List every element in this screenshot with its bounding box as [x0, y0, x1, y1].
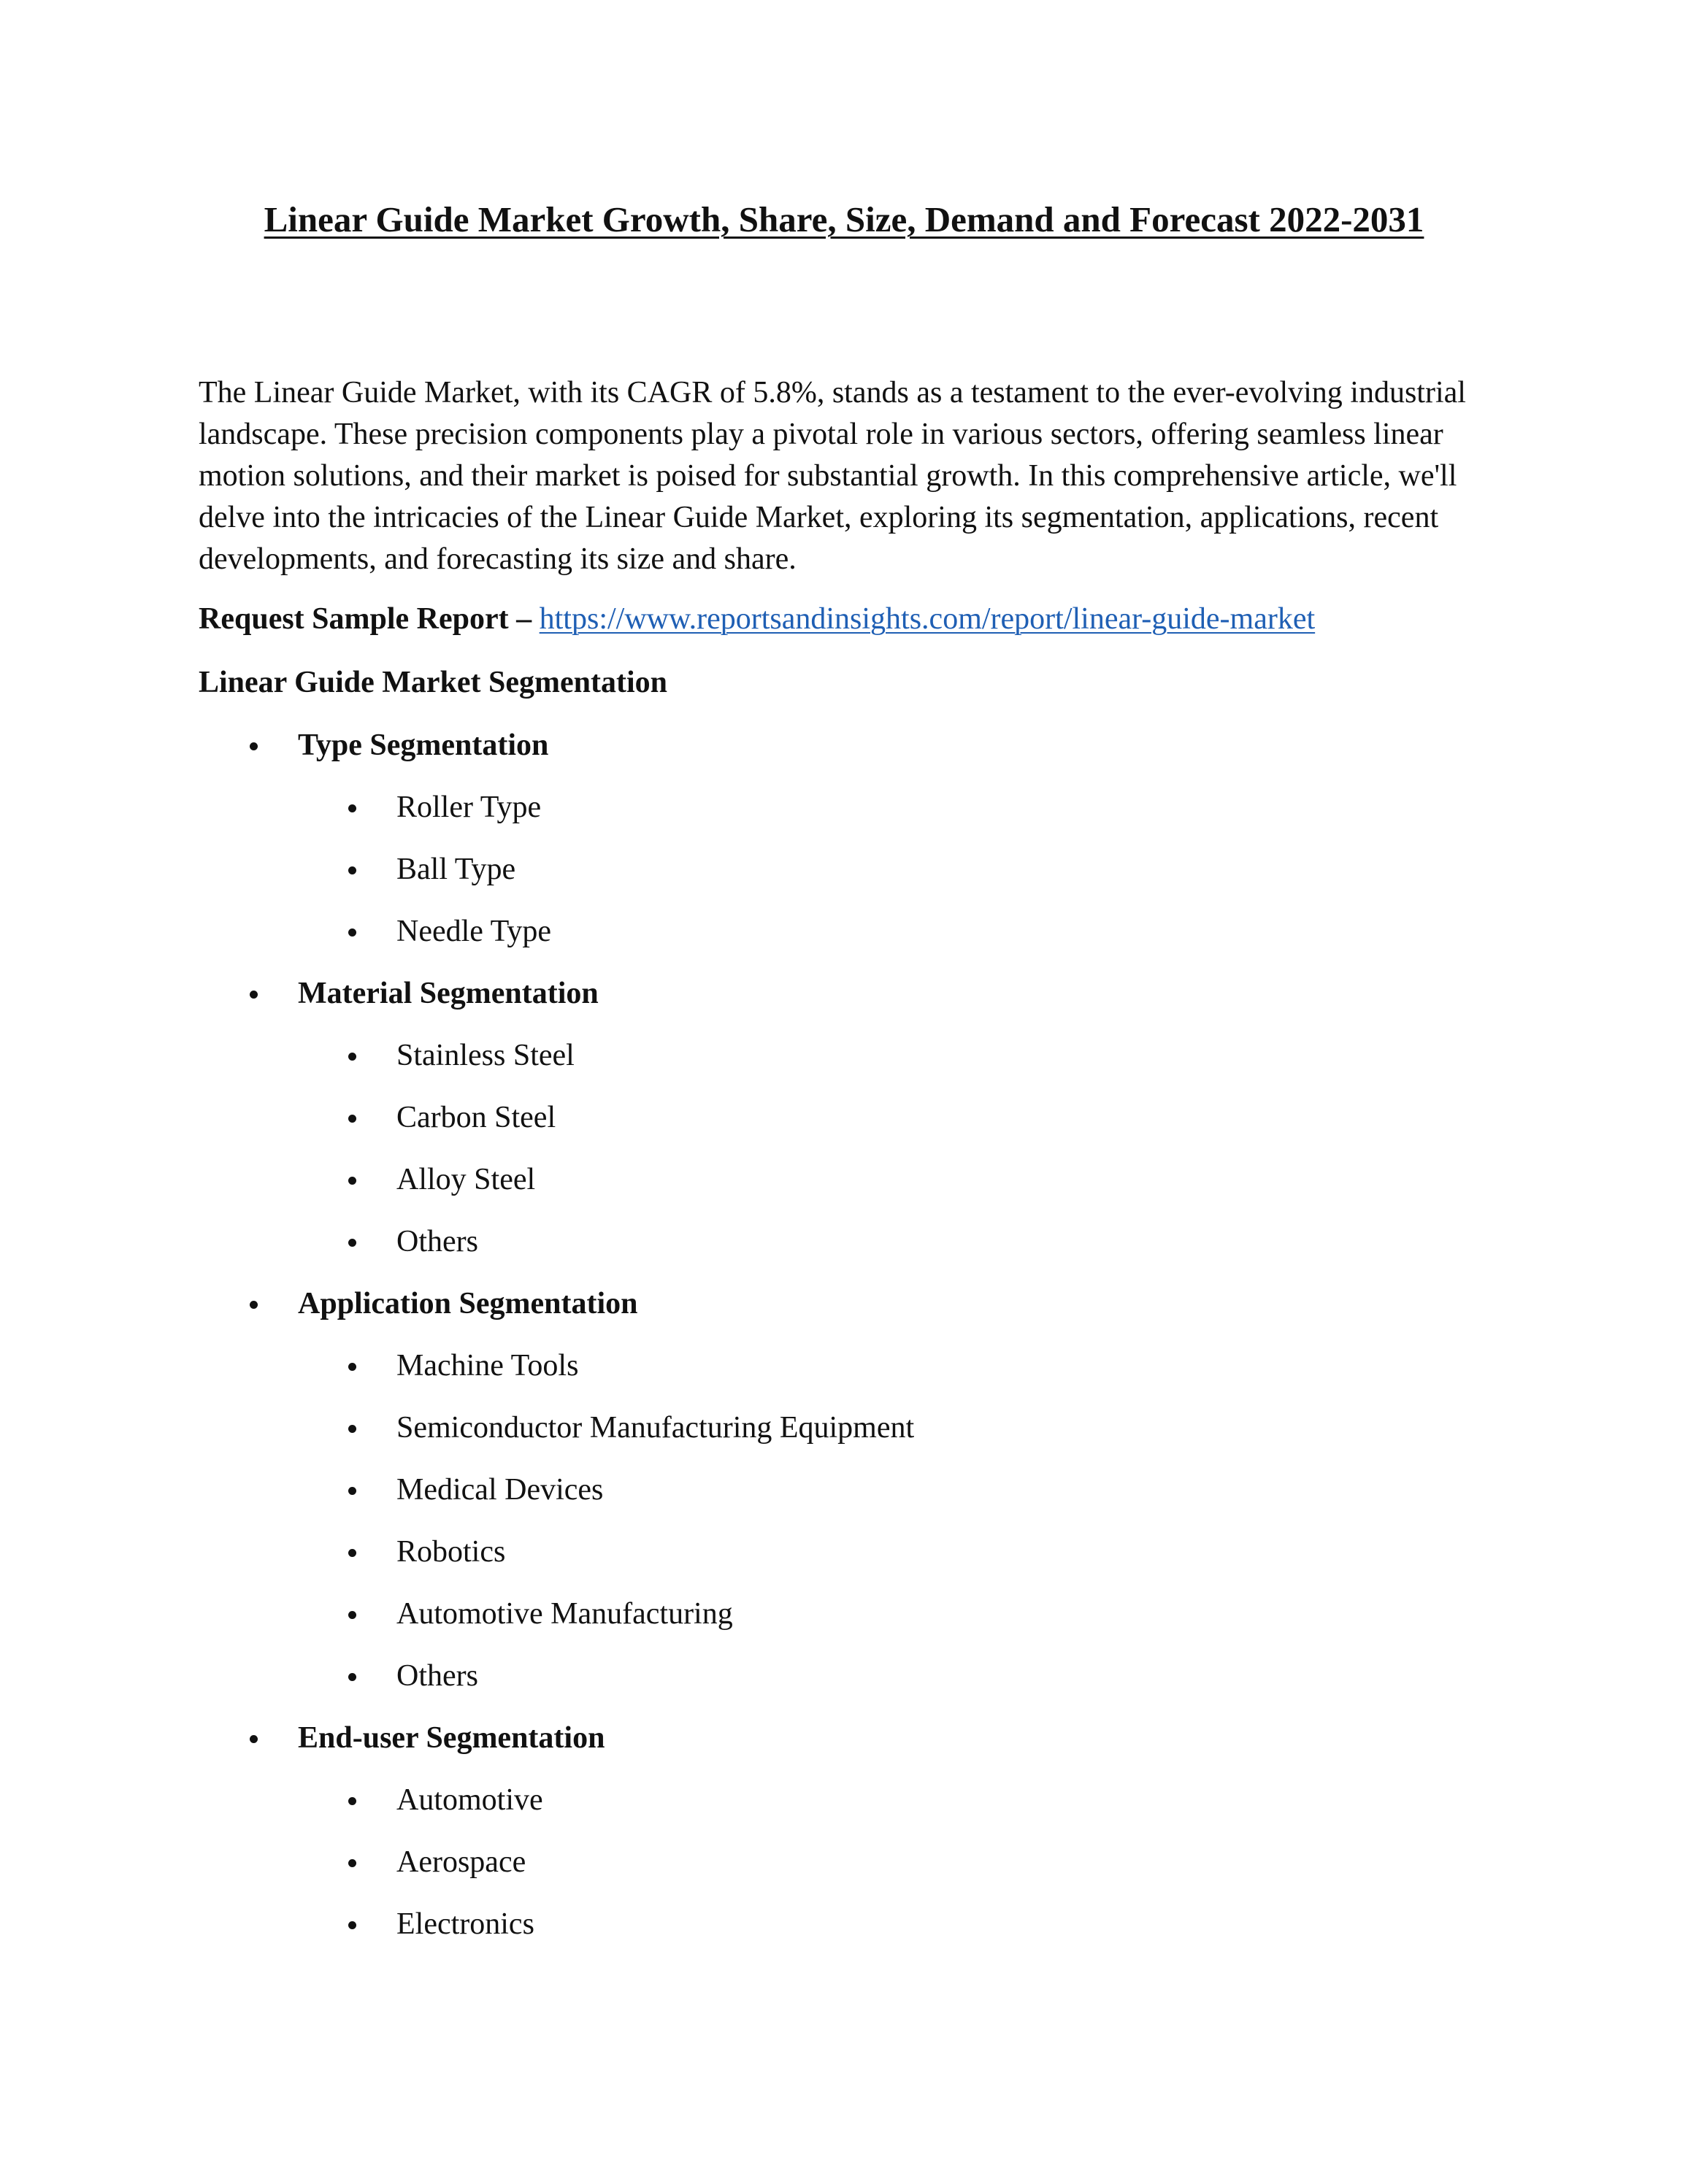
list-item	[396, 1780, 543, 1821]
bullet-icon	[348, 1239, 356, 1247]
bullet-icon	[250, 742, 258, 750]
list-item-label: Semiconductor Manufacturing Equipment	[396, 1411, 915, 1445]
list-item-label: Stainless Steel	[396, 1039, 575, 1072]
list-item-label: Electronics	[396, 1907, 534, 1941]
list-item	[396, 787, 541, 828]
list-item	[396, 1407, 914, 1449]
bullet-icon	[348, 1177, 356, 1185]
list-item	[396, 1035, 575, 1077]
list-item	[396, 1469, 603, 1511]
list-item-label: Aerospace	[396, 1845, 526, 1879]
bullet-icon	[348, 866, 356, 874]
bullet-icon	[348, 1425, 356, 1433]
bullet-icon	[250, 1735, 258, 1743]
bullet-icon	[348, 1487, 356, 1495]
bullet-icon	[348, 1797, 356, 1805]
bullet-icon	[348, 1921, 356, 1929]
bullet-icon	[250, 991, 258, 999]
list-item-label: Machine Tools	[396, 1349, 579, 1383]
bullet-icon	[348, 1115, 356, 1123]
bullet-icon	[348, 928, 356, 937]
list-item-label: Others	[396, 1225, 478, 1258]
list-item-label: Robotics	[396, 1535, 506, 1569]
bullet-icon	[348, 1549, 356, 1557]
list-item-label: Roller Type	[396, 791, 542, 824]
bullet-icon	[348, 1363, 356, 1371]
segment-label: Application Segmentation	[298, 1287, 638, 1320]
list-item-label: Others	[396, 1659, 478, 1693]
list-item	[396, 1842, 526, 1883]
list-item	[396, 1904, 534, 1945]
bullet-icon	[348, 1859, 356, 1867]
list-item	[396, 1097, 556, 1139]
bullet-icon	[348, 1053, 356, 1061]
list-item	[396, 1221, 478, 1263]
list-item	[396, 1656, 478, 1697]
list-item-label: Needle Type	[396, 915, 552, 948]
bullet-icon	[348, 804, 356, 812]
list-item-label: Automotive	[396, 1783, 543, 1817]
request-sample-link[interactable]: https://www.reportsandinsights.com/report/linear-guide-market	[539, 602, 1316, 636]
list-item	[396, 1159, 535, 1201]
list-item-label: Alloy Steel	[396, 1163, 536, 1196]
list-item-label: Automotive Manufacturing	[396, 1597, 733, 1631]
list-item	[396, 1345, 578, 1387]
list-item-label: Medical Devices	[396, 1473, 604, 1507]
list-item	[396, 911, 551, 953]
segment-label: Material Segmentation	[298, 977, 599, 1010]
list-item-label: Carbon Steel	[396, 1101, 556, 1134]
list-item	[396, 849, 515, 891]
list-item-label: Ball Type	[396, 853, 516, 886]
segment-type	[298, 725, 548, 766]
list-item	[396, 1593, 733, 1635]
list-item	[396, 1531, 505, 1573]
bullet-icon	[250, 1301, 258, 1309]
request-sample-line	[199, 599, 1315, 640]
segment-label: End-user Segmentation	[298, 1721, 605, 1755]
request-sample-label: Request Sample Report –	[199, 602, 532, 636]
segment-label: Type Segmentation	[298, 728, 549, 762]
segment-application	[298, 1283, 638, 1325]
bullet-icon	[348, 1673, 356, 1681]
bullet-icon	[348, 1611, 356, 1619]
segmentation-heading: Linear Guide Market Segmentation	[199, 666, 668, 699]
segment-material	[298, 973, 599, 1015]
page-title: Linear Guide Market Growth, Share, Size, Demand and Forecast 2022-2031	[264, 199, 1424, 239]
segment-end-user	[298, 1718, 605, 1759]
intro-paragraph: The Linear Guide Market, with its CAGR of 5.8%, stands as a testament to the ever-evolving industrial landscape. These precision components play a pivotal role in various sectors, offering seamless linear motion solutions, and their market is poised for substantial growth. In this comprehensive article, we'll delve into the intricacies of the Linear Guide Market, exploring its segmentation, applications, recent developments, and forecasting its size and share.	[199, 376, 1466, 576]
